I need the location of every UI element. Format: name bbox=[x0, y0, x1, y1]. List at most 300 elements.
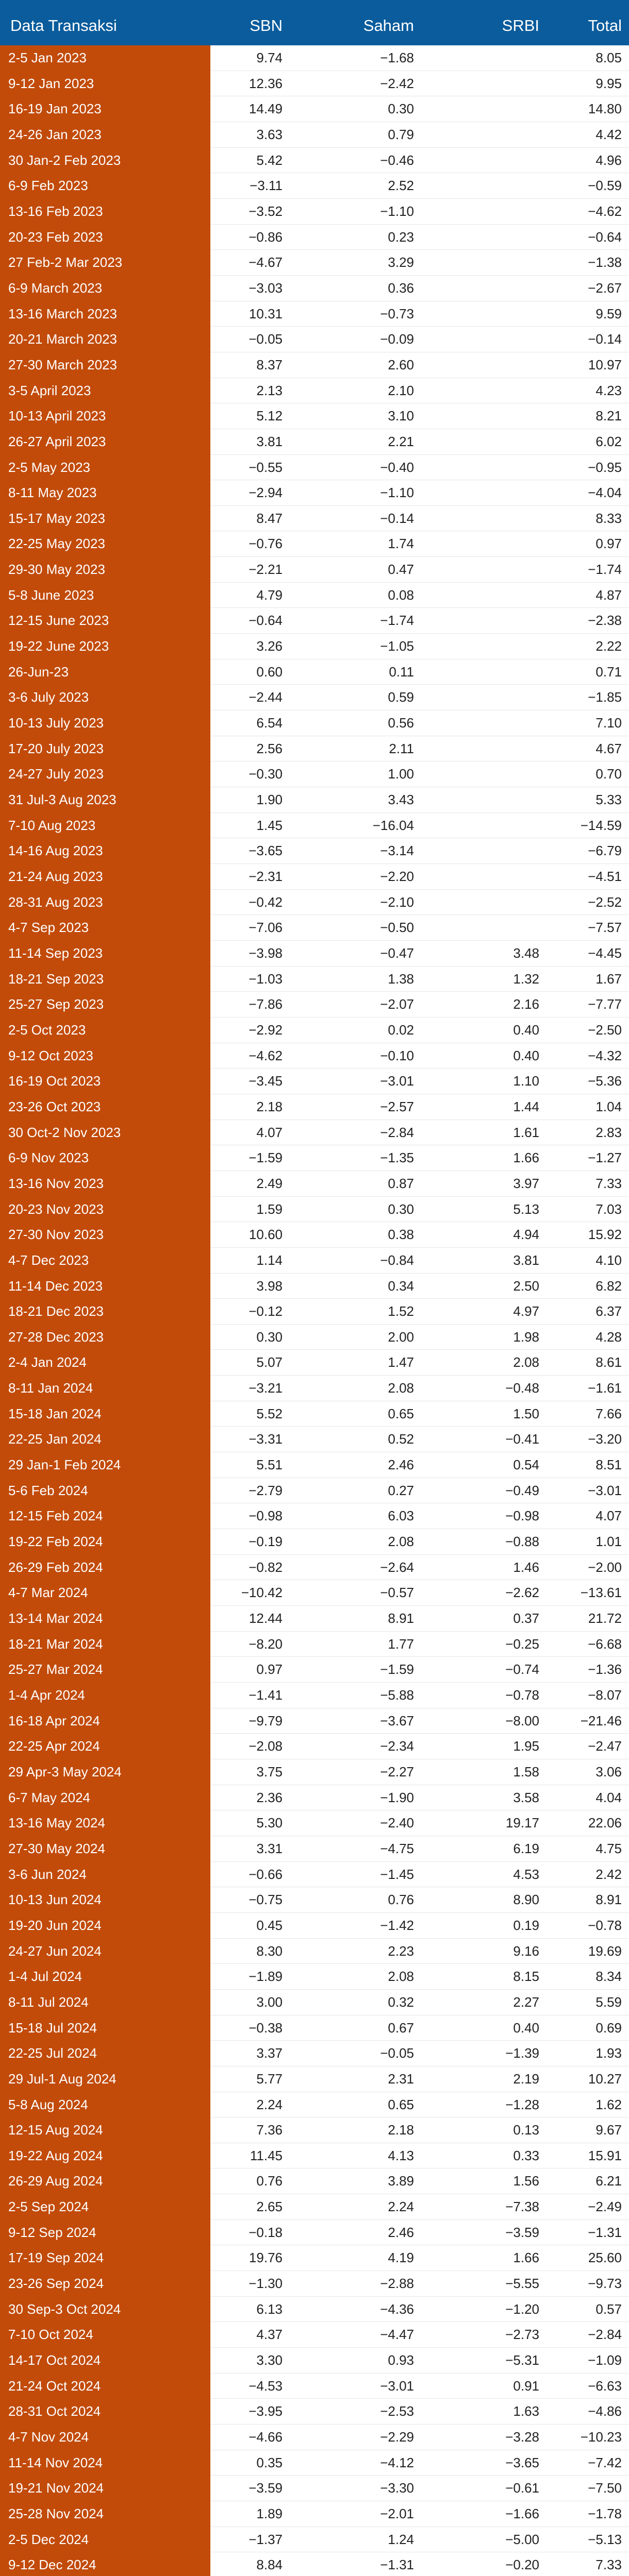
cell-srbi: −0.78 bbox=[505, 1687, 539, 1703]
cell-sbn: −3.11 bbox=[250, 178, 283, 194]
cell-saham: −1.74 bbox=[380, 613, 414, 629]
cell-total: 9.67 bbox=[595, 2122, 622, 2138]
header-srbi[interactable]: SRBI bbox=[502, 16, 539, 35]
cell-saham: 2.08 bbox=[388, 1969, 414, 1985]
table-row bbox=[0, 71, 629, 97]
cell-total: −2.49 bbox=[588, 2199, 622, 2215]
cell-srbi: −2.73 bbox=[505, 2327, 539, 2343]
cell-total: 6.37 bbox=[595, 1303, 622, 1319]
cell-sbn: 5.51 bbox=[256, 1457, 283, 1473]
cell-total: 8.51 bbox=[595, 1457, 622, 1473]
cell-date: 9-12 Jan 2023 bbox=[0, 71, 210, 97]
cell-date: 5-8 Aug 2024 bbox=[0, 2092, 210, 2118]
cell-srbi: 2.16 bbox=[513, 996, 539, 1012]
table-row bbox=[0, 890, 629, 916]
cell-total: 7.03 bbox=[595, 1201, 622, 1217]
cell-saham: 3.89 bbox=[388, 2173, 414, 2189]
table-row bbox=[0, 378, 629, 404]
table-row bbox=[0, 915, 629, 941]
table-row bbox=[0, 301, 629, 327]
table-row bbox=[0, 2476, 629, 2501]
cell-total: −7.77 bbox=[588, 996, 622, 1012]
cell-saham: −1.90 bbox=[380, 1789, 414, 1805]
cell-sbn: −1.41 bbox=[249, 1687, 283, 1703]
cell-date: 15-17 May 2023 bbox=[0, 506, 210, 532]
cell-total: 6.02 bbox=[595, 433, 622, 449]
cell-sbn: 5.42 bbox=[256, 152, 283, 168]
cell-total: −3.01 bbox=[588, 1482, 622, 1498]
cell-date: 2-5 Jan 2023 bbox=[0, 45, 210, 71]
cell-total: −2.67 bbox=[588, 280, 622, 296]
cell-total: 4.42 bbox=[595, 126, 622, 142]
cell-date: 6-9 Feb 2023 bbox=[0, 173, 210, 199]
cell-srbi: 8.15 bbox=[513, 1969, 539, 1985]
cell-total: 4.96 bbox=[595, 152, 622, 168]
cell-total: 8.91 bbox=[595, 1892, 622, 1908]
cell-date: 28-31 Aug 2023 bbox=[0, 890, 210, 916]
cell-date: 2-4 Jan 2024 bbox=[0, 1350, 210, 1376]
cell-saham: −2.29 bbox=[380, 2429, 414, 2445]
cell-total: −6.63 bbox=[588, 2378, 622, 2394]
table-row bbox=[0, 1683, 629, 1708]
table-row bbox=[0, 45, 629, 71]
cell-sbn: 2.36 bbox=[256, 1789, 283, 1805]
cell-date: 6-9 March 2023 bbox=[0, 276, 210, 301]
cell-saham: 0.38 bbox=[388, 1227, 414, 1243]
table-row bbox=[0, 2245, 629, 2271]
cell-srbi: 2.19 bbox=[513, 2071, 539, 2087]
table-row bbox=[0, 96, 629, 122]
table-row bbox=[0, 1350, 629, 1376]
cell-total: −4.32 bbox=[588, 1047, 622, 1063]
cell-saham: −3.30 bbox=[380, 2480, 414, 2496]
table-row bbox=[0, 1657, 629, 1683]
cell-sbn: 4.07 bbox=[256, 1124, 283, 1140]
cell-date: 10-13 July 2023 bbox=[0, 710, 210, 736]
cell-date: 18-21 Mar 2024 bbox=[0, 1632, 210, 1657]
cell-sbn: −4.62 bbox=[249, 1047, 283, 1063]
cell-sbn: −3.59 bbox=[249, 2480, 283, 2496]
cell-sbn: −0.76 bbox=[249, 536, 283, 552]
cell-sbn: −1.59 bbox=[249, 1150, 283, 1166]
cell-saham: 2.46 bbox=[388, 2224, 414, 2240]
cell-date: 2-5 Oct 2023 bbox=[0, 1018, 210, 1043]
table-row bbox=[0, 2297, 629, 2323]
cell-sbn: −0.12 bbox=[249, 1303, 283, 1319]
cell-sbn: 0.45 bbox=[256, 1917, 283, 1933]
header-sbn[interactable]: SBN bbox=[250, 16, 283, 35]
cell-date: 10-13 Jun 2024 bbox=[0, 1887, 210, 1913]
cell-saham: 0.36 bbox=[388, 280, 414, 296]
cell-sbn: 8.84 bbox=[256, 2557, 283, 2573]
cell-saham: −2.40 bbox=[380, 1815, 414, 1831]
cell-total: −4.62 bbox=[588, 203, 622, 219]
cell-saham: −0.84 bbox=[380, 1252, 414, 1268]
cell-date: 10-13 April 2023 bbox=[0, 403, 210, 429]
cell-date: 1-4 Apr 2024 bbox=[0, 1683, 210, 1708]
cell-sbn: 3.81 bbox=[256, 433, 283, 449]
table-row bbox=[0, 1248, 629, 1274]
cell-date: 2-5 Sep 2024 bbox=[0, 2194, 210, 2220]
cell-saham: 2.10 bbox=[388, 382, 414, 398]
cell-total: 7.33 bbox=[595, 1175, 622, 1191]
table-row bbox=[0, 2527, 629, 2553]
cell-total: −1.27 bbox=[588, 1150, 622, 1166]
cell-sbn: −4.66 bbox=[249, 2429, 283, 2445]
cell-sbn: −2.92 bbox=[249, 1022, 283, 1038]
table-row bbox=[0, 327, 629, 352]
cell-saham: 0.67 bbox=[388, 2020, 414, 2036]
cell-sbn: −2.44 bbox=[249, 689, 283, 705]
cell-saham: −1.59 bbox=[380, 1662, 414, 1677]
cell-total: −6.79 bbox=[588, 843, 622, 859]
cell-saham: −2.10 bbox=[380, 894, 414, 910]
cell-date: 1-4 Jul 2024 bbox=[0, 1964, 210, 1990]
cell-srbi: 3.58 bbox=[513, 1789, 539, 1805]
cell-srbi: 9.16 bbox=[513, 1943, 539, 1959]
cell-date: 11-14 Nov 2024 bbox=[0, 2450, 210, 2476]
cell-sbn: 3.26 bbox=[256, 638, 283, 654]
cell-sbn: 9.74 bbox=[256, 50, 283, 65]
cell-sbn: −1.30 bbox=[249, 2276, 283, 2292]
table-row bbox=[0, 864, 629, 890]
table-row bbox=[0, 2066, 629, 2092]
cell-sbn: 2.56 bbox=[256, 740, 283, 756]
cell-date: 19-22 Aug 2024 bbox=[0, 2143, 210, 2169]
cell-saham: −0.05 bbox=[380, 2045, 414, 2061]
cell-date: 3-6 July 2023 bbox=[0, 685, 210, 710]
cell-date: 16-18 Apr 2024 bbox=[0, 1708, 210, 1734]
cell-date: 25-27 Sep 2023 bbox=[0, 992, 210, 1018]
cell-total: 21.72 bbox=[588, 1611, 622, 1626]
cell-srbi: −0.48 bbox=[505, 1380, 539, 1396]
cell-date: 13-16 Nov 2023 bbox=[0, 1171, 210, 1197]
cell-saham: 0.27 bbox=[388, 1482, 414, 1498]
cell-saham: 1.77 bbox=[388, 1636, 414, 1652]
cell-saham: 0.93 bbox=[388, 2352, 414, 2368]
cell-sbn: 5.07 bbox=[256, 1354, 283, 1370]
cell-date: 21-24 Oct 2024 bbox=[0, 2374, 210, 2399]
table-row bbox=[0, 199, 629, 225]
cell-saham: −2.27 bbox=[380, 1764, 414, 1780]
cell-srbi: −5.00 bbox=[505, 2531, 539, 2547]
cell-saham: −4.12 bbox=[380, 2454, 414, 2470]
cell-saham: 0.47 bbox=[388, 562, 414, 578]
cell-srbi: 4.97 bbox=[513, 1303, 539, 1319]
table-row bbox=[0, 787, 629, 813]
cell-total: −1.85 bbox=[588, 689, 622, 705]
cell-saham: 2.52 bbox=[388, 178, 414, 194]
cell-date: 16-19 Jan 2023 bbox=[0, 96, 210, 122]
cell-date: 18-21 Sep 2023 bbox=[0, 967, 210, 992]
cell-saham: 2.23 bbox=[388, 1943, 414, 1959]
cell-saham: −0.10 bbox=[380, 1047, 414, 1063]
cell-total: 6.82 bbox=[595, 1278, 622, 1294]
cell-total: 8.34 bbox=[595, 1969, 622, 1985]
cell-srbi: 19.17 bbox=[505, 1815, 539, 1831]
table-row bbox=[0, 148, 629, 174]
cell-sbn: −0.55 bbox=[249, 459, 283, 475]
header-saham[interactable]: Saham bbox=[363, 16, 414, 35]
cell-srbi: 0.91 bbox=[513, 2378, 539, 2394]
cell-total: 4.07 bbox=[595, 1508, 622, 1524]
cell-date: 4-7 Sep 2023 bbox=[0, 915, 210, 941]
cell-total: −1.38 bbox=[588, 255, 622, 270]
cell-total: 10.27 bbox=[588, 2071, 622, 2087]
cell-srbi: −0.41 bbox=[505, 1431, 539, 1447]
cell-sbn: −2.31 bbox=[249, 869, 283, 884]
cell-saham: 0.30 bbox=[388, 101, 414, 117]
table-row bbox=[0, 506, 629, 532]
cell-srbi: 4.94 bbox=[513, 1227, 539, 1243]
cell-sbn: −3.03 bbox=[249, 280, 283, 296]
cell-date: 16-19 Oct 2023 bbox=[0, 1069, 210, 1094]
cell-date: 7-10 Aug 2023 bbox=[0, 813, 210, 839]
table-row bbox=[0, 2168, 629, 2194]
cell-srbi: −3.65 bbox=[505, 2454, 539, 2470]
cell-sbn: −3.98 bbox=[249, 945, 283, 961]
cell-total: 19.69 bbox=[588, 1943, 622, 1959]
cell-total: −6.68 bbox=[588, 1636, 622, 1652]
cell-srbi: −1.20 bbox=[505, 2301, 539, 2317]
table-row bbox=[0, 941, 629, 967]
cell-saham: −2.88 bbox=[380, 2276, 414, 2292]
table-row bbox=[0, 2041, 629, 2066]
cell-saham: −0.50 bbox=[380, 920, 414, 936]
cell-srbi: 0.40 bbox=[513, 2020, 539, 2036]
table-row bbox=[0, 1222, 629, 1248]
cell-date: 23-26 Sep 2024 bbox=[0, 2271, 210, 2297]
cell-saham: 0.59 bbox=[388, 689, 414, 705]
table-row bbox=[0, 634, 629, 659]
cell-saham: −2.07 bbox=[380, 996, 414, 1012]
table-row bbox=[0, 1401, 629, 1427]
cell-date: 19-21 Nov 2024 bbox=[0, 2476, 210, 2501]
cell-sbn: 3.75 bbox=[256, 1764, 283, 1780]
cell-srbi: 1.56 bbox=[513, 2173, 539, 2189]
cell-sbn: 4.37 bbox=[256, 2327, 283, 2343]
cell-date: 29 Apr-3 May 2024 bbox=[0, 1759, 210, 1785]
cell-date: 3-6 Jun 2024 bbox=[0, 1862, 210, 1888]
cell-srbi: 3.81 bbox=[513, 1252, 539, 1268]
cell-srbi: 3.97 bbox=[513, 1175, 539, 1191]
cell-srbi: 2.08 bbox=[513, 1354, 539, 1370]
table-header bbox=[0, 0, 629, 45]
cell-total: 1.01 bbox=[595, 1534, 622, 1550]
cell-saham: 0.30 bbox=[388, 1201, 414, 1217]
cell-saham: −16.04 bbox=[372, 817, 414, 833]
cell-sbn: 8.37 bbox=[256, 357, 283, 372]
table-row bbox=[0, 2348, 629, 2374]
cell-date: 24-26 Jan 2023 bbox=[0, 122, 210, 148]
cell-date: 4-7 Dec 2023 bbox=[0, 1248, 210, 1274]
cell-total: −8.07 bbox=[588, 1687, 622, 1703]
table-row bbox=[0, 1427, 629, 1452]
cell-srbi: 6.19 bbox=[513, 1840, 539, 1856]
table-row bbox=[0, 557, 629, 583]
cell-sbn: 2.13 bbox=[256, 382, 283, 398]
header-total[interactable]: Total bbox=[588, 16, 622, 35]
cell-sbn: 0.30 bbox=[256, 1329, 283, 1345]
cell-total: −2.50 bbox=[588, 1022, 622, 1038]
cell-srbi: 1.66 bbox=[513, 1150, 539, 1166]
table-row bbox=[0, 1734, 629, 1759]
cell-srbi: 0.13 bbox=[513, 2122, 539, 2138]
cell-total: −9.73 bbox=[588, 2276, 622, 2292]
cell-total: −0.14 bbox=[588, 331, 622, 347]
cell-date: 6-7 May 2024 bbox=[0, 1785, 210, 1811]
table-row bbox=[0, 1043, 629, 1069]
table-row bbox=[0, 1529, 629, 1555]
cell-srbi: 1.32 bbox=[513, 971, 539, 987]
cell-sbn: 8.47 bbox=[256, 510, 283, 526]
cell-sbn: 1.90 bbox=[256, 792, 283, 808]
cell-total: 4.67 bbox=[595, 740, 622, 756]
table-row bbox=[0, 1580, 629, 1606]
table-row bbox=[0, 1913, 629, 1939]
cell-total: 7.10 bbox=[595, 715, 622, 731]
cell-total: −1.74 bbox=[588, 562, 622, 578]
cell-total: −4.45 bbox=[588, 945, 622, 961]
header-data-transaksi[interactable]: Data Transaksi bbox=[10, 16, 117, 35]
cell-date: 9-12 Oct 2023 bbox=[0, 1043, 210, 1069]
cell-saham: 2.11 bbox=[389, 740, 414, 756]
cell-date: 30 Oct-2 Nov 2023 bbox=[0, 1120, 210, 1146]
cell-total: −1.61 bbox=[588, 1380, 622, 1396]
cell-date: 28-31 Oct 2024 bbox=[0, 2399, 210, 2425]
cell-saham: −2.42 bbox=[380, 75, 414, 91]
cell-sbn: −2.21 bbox=[249, 562, 283, 578]
cell-saham: 0.65 bbox=[388, 1405, 414, 1421]
cell-total: 9.59 bbox=[595, 306, 622, 321]
cell-srbi: 0.33 bbox=[513, 2147, 539, 2163]
cell-date: 3-5 April 2023 bbox=[0, 378, 210, 404]
cell-sbn: 5.30 bbox=[256, 1815, 283, 1831]
cell-sbn: 12.44 bbox=[249, 1611, 283, 1626]
cell-saham: −0.57 bbox=[380, 1585, 414, 1601]
cell-total: −1.36 bbox=[588, 1662, 622, 1677]
cell-sbn: 3.63 bbox=[256, 126, 283, 142]
table-row bbox=[0, 455, 629, 481]
cell-sbn: −2.94 bbox=[249, 485, 283, 501]
cell-saham: 0.34 bbox=[388, 1278, 414, 1294]
cell-total: 4.23 bbox=[595, 382, 622, 398]
cell-sbn: −7.86 bbox=[249, 996, 283, 1012]
cell-saham: −1.68 bbox=[380, 50, 414, 65]
cell-sbn: −10.42 bbox=[241, 1585, 283, 1601]
cell-saham: −2.20 bbox=[380, 869, 414, 884]
cell-total: 0.57 bbox=[595, 2301, 622, 2317]
cell-total: −0.95 bbox=[588, 459, 622, 475]
cell-sbn: 3.00 bbox=[256, 1994, 283, 2010]
table-row bbox=[0, 2450, 629, 2476]
cell-total: −2.38 bbox=[588, 613, 622, 629]
cell-date: 8-11 May 2023 bbox=[0, 480, 210, 506]
cell-saham: 0.52 bbox=[388, 1431, 414, 1447]
cell-sbn: 6.54 bbox=[256, 715, 283, 731]
cell-sbn: 0.35 bbox=[256, 2454, 283, 2470]
cell-saham: −3.67 bbox=[380, 1713, 414, 1728]
cell-total: 4.10 bbox=[595, 1252, 622, 1268]
cell-srbi: −0.25 bbox=[505, 1636, 539, 1652]
table-row bbox=[0, 1708, 629, 1734]
cell-saham: −4.36 bbox=[380, 2301, 414, 2317]
cell-sbn: −1.03 bbox=[249, 971, 283, 987]
cell-total: −7.57 bbox=[588, 920, 622, 936]
table-row bbox=[0, 2552, 629, 2576]
table-row bbox=[0, 2220, 629, 2246]
table-row bbox=[0, 2399, 629, 2425]
cell-saham: 8.91 bbox=[388, 1611, 414, 1626]
cell-date: 14-17 Oct 2024 bbox=[0, 2348, 210, 2374]
cell-sbn: 5.52 bbox=[256, 1405, 283, 1421]
cell-sbn: 11.45 bbox=[250, 2147, 283, 2163]
cell-date: 24-27 Jun 2024 bbox=[0, 1939, 210, 1964]
cell-total: 7.66 bbox=[595, 1405, 622, 1421]
cell-sbn: −3.52 bbox=[249, 203, 283, 219]
table-row bbox=[0, 659, 629, 685]
cell-total: 15.92 bbox=[588, 1227, 622, 1243]
cell-saham: 3.43 bbox=[388, 792, 414, 808]
cell-sbn: 1.59 bbox=[256, 1201, 283, 1217]
table-row bbox=[0, 1325, 629, 1350]
cell-date: 29-30 May 2023 bbox=[0, 557, 210, 583]
cell-saham: 4.19 bbox=[388, 2250, 414, 2266]
cell-total: −7.42 bbox=[588, 2454, 622, 2470]
cell-sbn: 3.30 bbox=[256, 2352, 283, 2368]
cell-srbi: −0.98 bbox=[505, 1508, 539, 1524]
cell-saham: 0.32 bbox=[388, 1994, 414, 2010]
cell-total: −3.20 bbox=[588, 1431, 622, 1447]
table-row bbox=[0, 1171, 629, 1197]
cell-total: 8.61 bbox=[595, 1354, 622, 1370]
table-row bbox=[0, 276, 629, 301]
cell-total: −5.13 bbox=[588, 2531, 622, 2547]
cell-date: 26-27 April 2023 bbox=[0, 429, 210, 455]
table-row bbox=[0, 967, 629, 992]
cell-date: 26-29 Aug 2024 bbox=[0, 2168, 210, 2194]
cell-sbn: −3.95 bbox=[249, 2403, 283, 2419]
cell-date: 22-25 May 2023 bbox=[0, 531, 210, 557]
cell-date: 30 Sep-3 Oct 2024 bbox=[0, 2297, 210, 2323]
table-row bbox=[0, 1810, 629, 1836]
cell-saham: 4.13 bbox=[388, 2147, 414, 2163]
cell-total: 8.33 bbox=[595, 510, 622, 526]
cell-sbn: 7.36 bbox=[256, 2122, 283, 2138]
table-row bbox=[0, 531, 629, 557]
cell-date: 7-10 Oct 2024 bbox=[0, 2322, 210, 2348]
table-row bbox=[0, 1376, 629, 1401]
cell-sbn: −0.42 bbox=[249, 894, 283, 910]
table-row bbox=[0, 1197, 629, 1223]
cell-total: 15.91 bbox=[588, 2147, 622, 2163]
cell-srbi: 0.40 bbox=[513, 1047, 539, 1063]
cell-saham: 3.10 bbox=[388, 408, 414, 424]
cell-sbn: 10.31 bbox=[249, 306, 283, 321]
cell-sbn: 3.31 bbox=[256, 1840, 283, 1856]
cell-sbn: 6.13 bbox=[256, 2301, 283, 2317]
cell-srbi: −5.55 bbox=[505, 2276, 539, 2292]
table-row bbox=[0, 352, 629, 378]
cell-saham: 6.03 bbox=[388, 1508, 414, 1524]
table-row bbox=[0, 250, 629, 276]
cell-date: 12-15 Aug 2024 bbox=[0, 2117, 210, 2143]
cell-saham: 1.38 bbox=[388, 971, 414, 987]
cell-total: −0.64 bbox=[588, 229, 622, 245]
cell-srbi: 1.44 bbox=[513, 1098, 539, 1114]
cell-srbi: 5.13 bbox=[513, 1201, 539, 1217]
cell-sbn: 0.60 bbox=[256, 664, 283, 680]
